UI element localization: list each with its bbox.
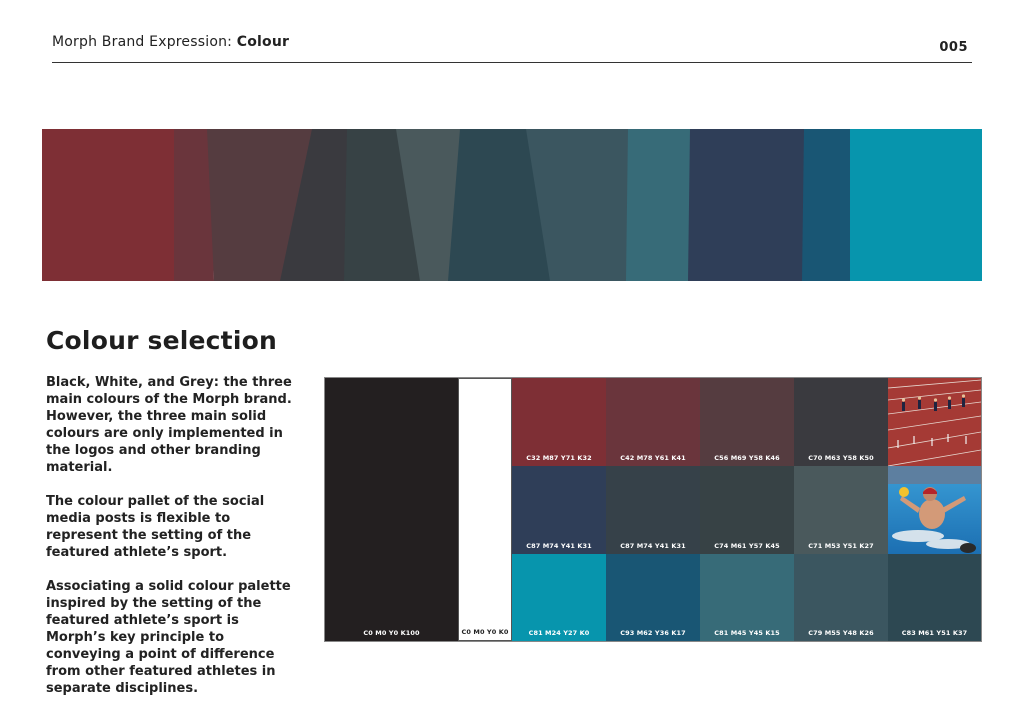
banner-band-9 [626,129,692,281]
swatch-row2-3 [700,466,794,554]
water-polo-photo [888,466,981,554]
swatch-label: C83 M61 Y51 K37 [901,629,968,637]
swatch-row3-5 [888,554,981,641]
swatch-row1-3 [700,378,794,466]
swatch-label: C74 M61 Y57 K45 [714,542,780,550]
colour-banner [42,129,982,281]
header-title-prefix: Morph Brand Expression: [52,34,237,50]
swatch-row3-2 [606,554,700,641]
body-paragraph-3: Associating a solid colour palette inspired by the setting of the featured athlete’s sport is Morph’s key principle to conveying a point of difference from other featured athletes in separate disciplines. [46,579,291,696]
swatch-label: C71 M53 Y51 K27 [808,542,874,550]
swatch-label: C32 M87 Y71 K32 [526,454,592,462]
header-title-bold: Colour [236,34,290,50]
banner-band-10 [688,129,806,281]
body-paragraph-2: The colour pallet of the social media posts is flexible to represent the setting of the featured athlete’s sport. [46,494,265,560]
swatch-white [458,378,512,641]
swatch-row1-1 [512,378,606,466]
swatch-label: C87 M74 Y41 K31 [526,542,592,550]
swatch-label: C87 M74 Y41 K31 [620,542,686,550]
banner-band-1 [42,129,177,281]
banner-band-2 [174,129,214,281]
page-number: 005 [939,40,968,55]
swatch-row3-4 [794,554,888,641]
header-divider [52,62,972,63]
swatch-row2-1 [512,466,606,554]
banner-band-12 [850,129,982,281]
swatch-label: C79 M55 Y48 K26 [808,629,874,637]
swatch-label: C56 M69 Y58 K46 [714,454,780,462]
body-paragraph-1: Black, White, and Grey: the three main colours of the Morph brand. However, the three main solid colours are only implemented in the logos and other branding material. [46,375,292,475]
swatch-black [325,378,458,641]
swatch-row3-3 [700,554,794,641]
athletics-photo [888,378,981,466]
swatch-label: C93 M62 Y36 K17 [620,629,686,637]
header-title [52,34,289,50]
swatch-label: C0 M0 Y0 K100 [363,629,420,637]
swatch-label: C70 M63 Y58 K50 [808,454,874,462]
swatch-label: C42 M78 Y61 K41 [620,454,686,462]
swatch-row3-1 [512,554,606,641]
swatch-label: C0 M0 Y0 K0 [461,628,509,636]
banner-band-11 [802,129,852,281]
swatch-row2-4 [794,466,888,554]
body-text [46,374,296,714]
swatch-row1-4 [794,378,888,466]
swatch-label: C81 M24 Y27 K0 [528,629,590,637]
section-title: Colour selection [46,326,277,355]
swatch-label: C81 M45 Y45 K15 [714,629,780,637]
swatch-grid [324,377,982,642]
swatch-row1-2 [606,378,700,466]
swatch-row2-2 [606,466,700,554]
